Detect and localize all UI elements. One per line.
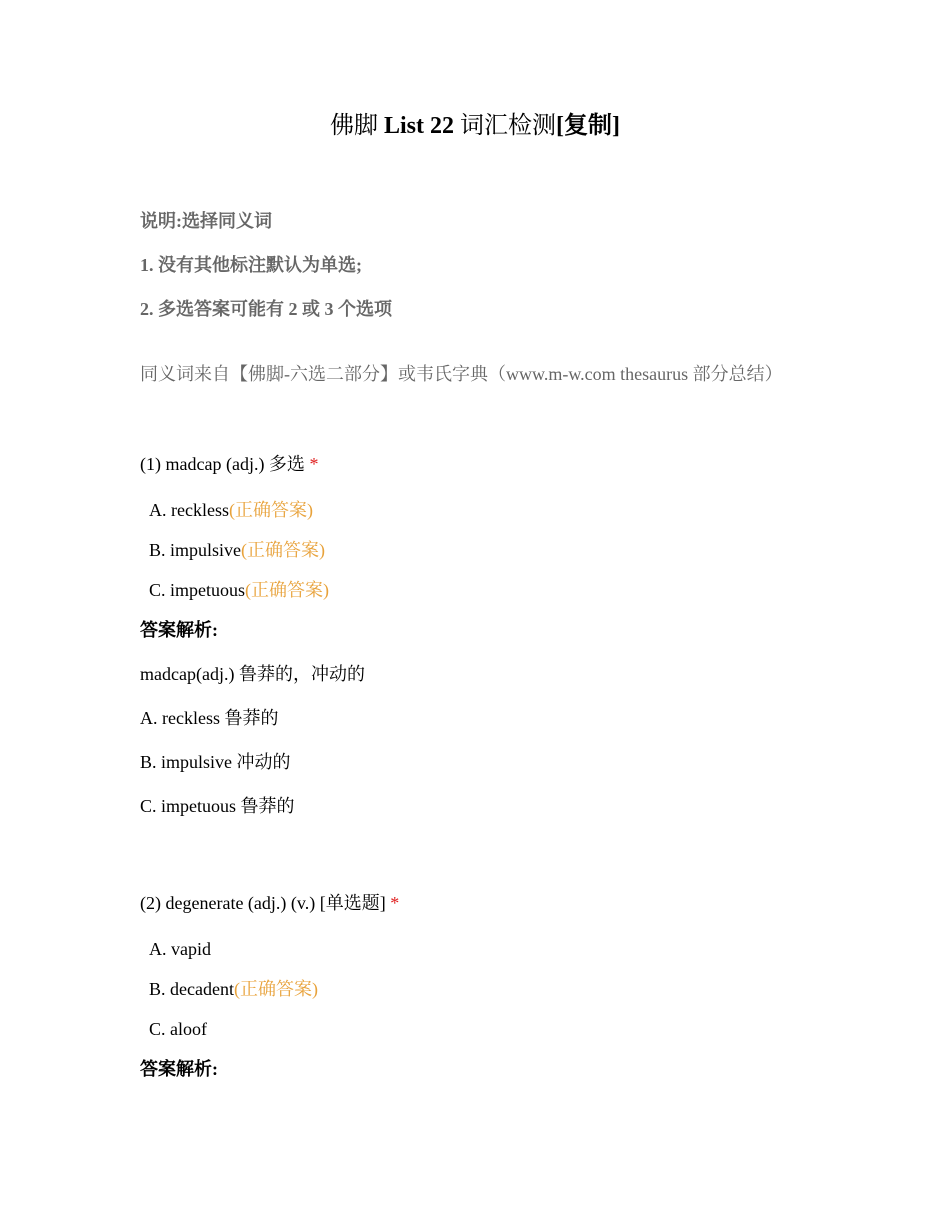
source-note: 同义词来自【佛脚-六选二部分】或韦氏字典（www.m-w.com thesaurus 部分总结） xyxy=(140,364,783,384)
question-1-analysis-line: madcap(adj.) 鲁莽的，冲动的 xyxy=(140,664,365,684)
question-1-text: (1) madcap (adj.) 多选 xyxy=(140,454,305,474)
page-title xyxy=(0,108,950,144)
question-2-prompt xyxy=(140,890,399,916)
option-text: B. decadent xyxy=(149,979,234,999)
question-1-option-c xyxy=(149,577,329,603)
required-mark: * xyxy=(309,454,319,474)
title-part-3: 词汇检测 xyxy=(460,113,557,139)
question-1-analysis-line: A. reckless 鲁莽的 xyxy=(140,708,279,728)
question-2-analysis-label: 答案解析: xyxy=(140,1059,218,1079)
question-2-option-b xyxy=(149,976,318,1002)
option-text: B. impulsive xyxy=(149,540,242,560)
option-text: C. impetuous xyxy=(149,580,246,600)
instruction-single-choice: 1. 没有其他标注默认为单选; xyxy=(140,255,362,275)
question-1-analysis-line: B. impulsive 冲动的 xyxy=(140,752,291,772)
question-2-option-a xyxy=(149,936,211,962)
title-part-2: List 22 xyxy=(384,113,455,139)
correct-answer-tag: (正确答案) xyxy=(241,540,326,560)
correct-answer-tag: (正确答案) xyxy=(228,500,313,520)
question-1-option-a xyxy=(149,497,313,523)
option-text: A. vapid xyxy=(149,939,211,959)
correct-answer-tag: (正确答案) xyxy=(245,580,330,600)
question-1-prompt xyxy=(140,451,318,477)
title-part-1: 佛脚 xyxy=(330,113,378,139)
correct-answer-tag: (正确答案) xyxy=(233,979,318,999)
option-text: C. aloof xyxy=(149,1019,207,1039)
instruction-heading: 说明:选择同义词 xyxy=(140,211,272,231)
required-mark: * xyxy=(390,893,400,913)
question-2-option-c xyxy=(149,1016,207,1042)
instruction-multi-choice: 2. 多选答案可能有 2 或 3 个选项 xyxy=(140,299,392,319)
question-1-analysis-label: 答案解析: xyxy=(140,620,218,640)
title-part-4: [复制] xyxy=(556,113,620,139)
question-2-text: (2) degenerate (adj.) (v.) [单选题] xyxy=(140,893,386,913)
question-1-option-b xyxy=(149,537,325,563)
question-1-analysis-line: C. impetuous 鲁莽的 xyxy=(140,796,295,816)
option-text: A. reckless xyxy=(149,500,229,520)
